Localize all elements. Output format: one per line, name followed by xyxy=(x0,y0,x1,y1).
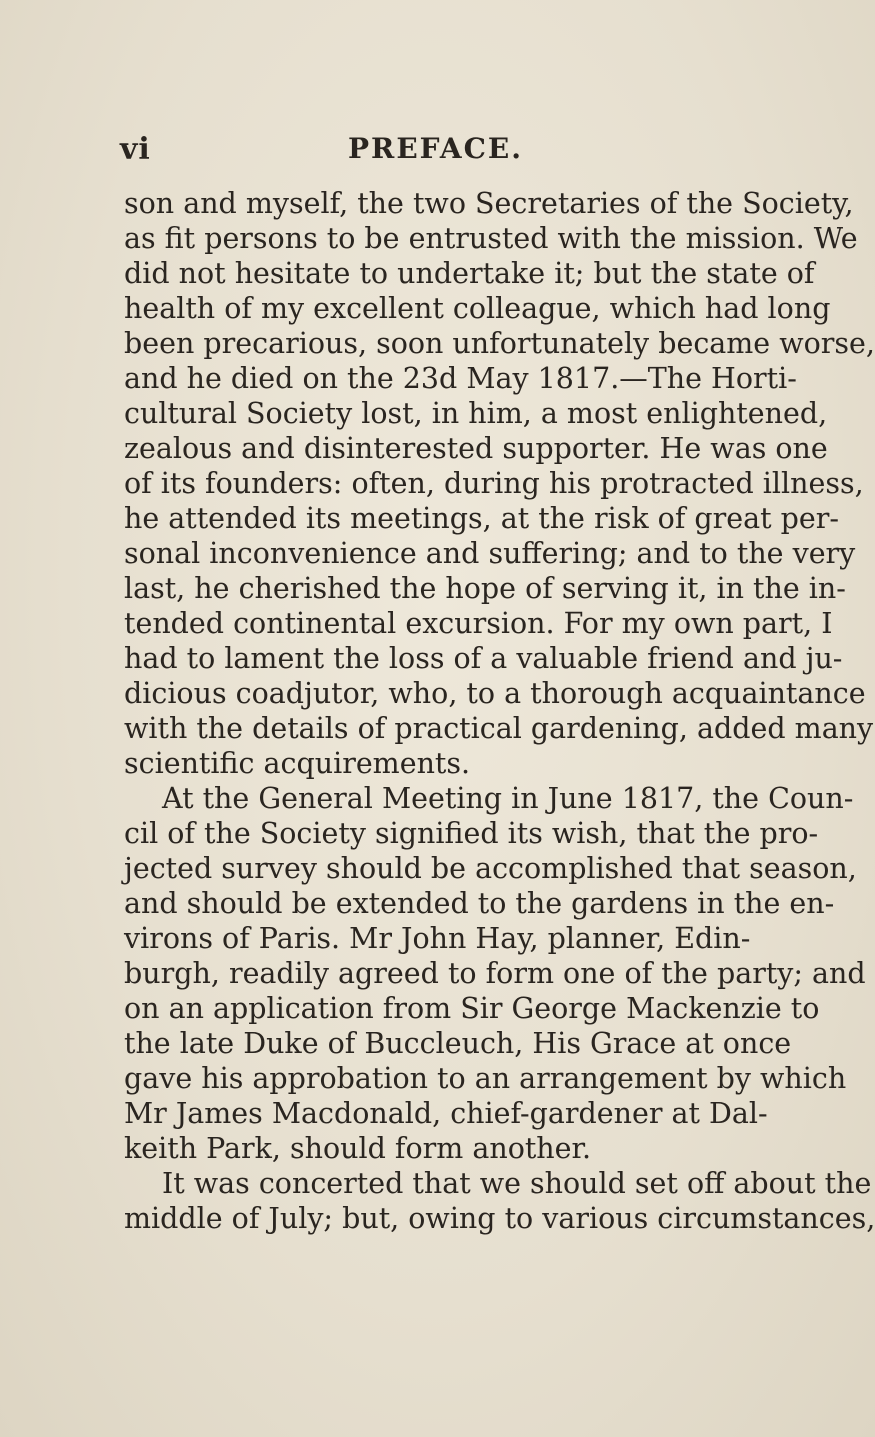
text-line: jected survey should be accomplished that season, xyxy=(124,852,857,885)
text-line: of its founders: often, during his protracted illness, xyxy=(124,467,864,500)
text-line: did not hesitate to undertake it; but the state of xyxy=(124,257,815,290)
text-line: cultural Society lost, in him, a most enlightened, xyxy=(124,397,828,430)
text-line: burgh, readily agreed to form one of the party; and xyxy=(124,957,866,990)
text-line: son and myself, the two Secretaries of the Society, xyxy=(124,187,854,220)
text-line: with the details of practical gardening, added many xyxy=(124,712,874,745)
page-number: vi xyxy=(120,132,151,167)
text-line: and he died on the 23d May 1817.—The Horti- xyxy=(124,362,797,395)
text-line: on an application from Sir George Mackenzie to xyxy=(124,992,820,1025)
text-line: sonal inconvenience and suffering; and to the very xyxy=(124,537,856,570)
text-line: zealous and disinterested supporter. He was one xyxy=(124,432,828,465)
text-line: virons of Paris. Mr John Hay, planner, Edin- xyxy=(124,922,751,955)
text-line: Mr James Macdonald, chief-gardener at Dal- xyxy=(124,1097,768,1130)
text-line: gave his approbation to an arrangement by which xyxy=(124,1062,847,1095)
text-line: he attended its meetings, at the risk of great per- xyxy=(124,502,840,535)
paragraph-start-line: At the General Meeting in June 1817, the Coun- xyxy=(162,782,854,815)
text-line: middle of July; but, owing to various circumstances, xyxy=(124,1202,875,1235)
paragraph-end-line: scientific acquirements. xyxy=(124,747,471,780)
text-line: last, he cherished the hope of serving it, in the in- xyxy=(124,572,846,605)
paragraph-end-line: keith Park, should form another. xyxy=(124,1132,592,1165)
running-title: PREFACE. xyxy=(348,132,524,165)
paragraph-start-line: It was concerted that we should set off about the xyxy=(162,1167,872,1200)
text-line: dicious coadjutor, who, to a thorough acquaintance xyxy=(124,677,866,710)
text-line: as fit persons to be entrusted with the mission. We xyxy=(124,222,858,255)
text-line: tended continental excursion. For my own part, I xyxy=(124,607,833,640)
text-line: and should be extended to the gardens in the en- xyxy=(124,887,835,920)
running-head xyxy=(120,132,720,172)
body-text xyxy=(124,186,875,1236)
text-line: had to lament the loss of a valuable friend and ju- xyxy=(124,642,843,675)
text-line: the late Duke of Buccleuch, His Grace at once xyxy=(124,1027,792,1060)
text-line: cil of the Society signified its wish, that the pro- xyxy=(124,817,819,850)
text-line: health of my excellent colleague, which had long xyxy=(124,292,831,325)
text-line: been precarious, soon unfortunately became worse, xyxy=(124,327,875,360)
